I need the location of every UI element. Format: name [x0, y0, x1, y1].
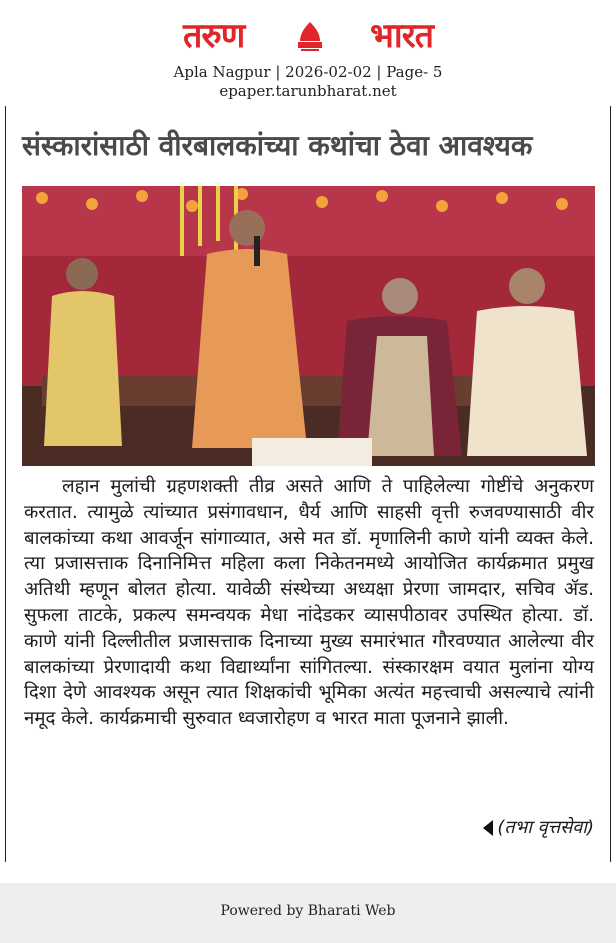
right-border-rule: [610, 106, 611, 862]
site-url[interactable]: epaper.tarunbharat.net: [219, 82, 397, 100]
article-photo: [22, 186, 595, 466]
logo-text-right: भारत: [370, 16, 433, 56]
logo-emblem-icon: [295, 19, 325, 53]
newspaper-logo[interactable]: [183, 14, 433, 58]
event-photo-icon: [22, 186, 595, 466]
credit-text: (तभा वृत्तसेवा): [497, 817, 594, 838]
article-headline: संस्कारांसाठी वीरबालकांच्या कथांचा ठेवा आवश्यक: [22, 129, 533, 162]
edition-info: Apla Nagpur | 2026-02-02 | Page- 5: [173, 63, 443, 81]
logo-text-left: तरुण: [183, 16, 245, 56]
masthead: [0, 0, 616, 108]
powered-by-text[interactable]: Powered by Bharati Web: [220, 903, 396, 919]
article-paragraph: लहान मुलांची ग्रहणशक्ती तीव्र असते आणि ते पाहिलेल्या गोष्टींचे अनुकरण करतात. त्यामुळे त्यांच्यात प्रसंगावधान, धैर्य आणि साहसी वृत्ती रुजवण्यासाठी वीर बालकांच्या कथा आवर्जून सांगाव्यात, असे मत डॉ. मृणालिनी काणे यांनी व्यक्त केले. त्या प्रजासत्ताक दिनानिमित्त महिला कला निकेतनमध्ये आयोजित कार्यक्रमात प्रमुख अतिथी म्हणून बोलत होत्या. यावेळी संस्थेच्या अध्यक्षा प्रेरणा जामदार, सचिव ॲड. सुफला ताटके, प्रकल्प समन्वयक मेधा नांदेडकर व्यासपीठावर उपस्थित होत्या. डॉ. काणे यांनी दिल्लीतील प्रजासत्ताक दिनाच्या मुख्य समारंभात गौरवण्यात आलेल्या वीर बालकांच्या प्रेरणादायी कथा विद्यार्थ्यांना सांगितल्या. संस्कारक्षम वयात मुलांना योग्य दिशा देणे आवश्यक असून त्यात शिक्षकांची भूमिका अत्यंत महत्त्वाची असल्याचे त्यांनी नमूद केले. कार्यक्रमाची सुरुवात ध्वजारोहण व भारत माता पूजनाने झाली.: [24, 476, 594, 730]
left-border-rule: [5, 106, 6, 862]
article-body: [24, 474, 594, 732]
triangle-left-icon: [483, 820, 493, 836]
footer: [0, 883, 616, 943]
news-credit: [483, 815, 594, 839]
